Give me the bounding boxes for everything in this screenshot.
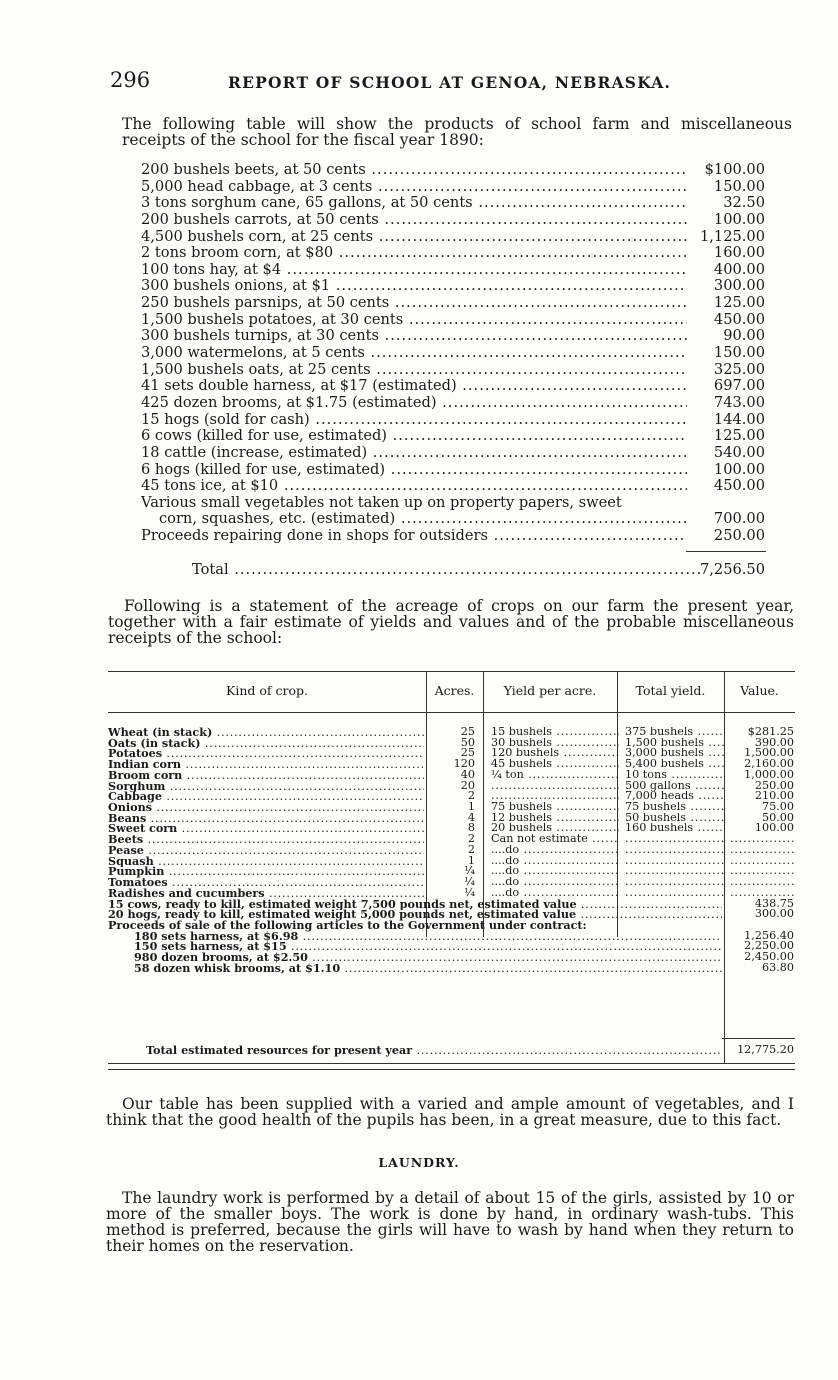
- crop-total-yield: [625, 856, 725, 867]
- crop-name: Potatoes .....: [108, 748, 424, 760]
- crop-row: [108, 866, 795, 877]
- product-various-line2-wrap: [141, 511, 765, 528]
- product-row: [141, 312, 765, 329]
- crop-row: [108, 834, 795, 845]
- crop-yield: 45 bushels .....: [491, 759, 619, 770]
- crop-value: 250.00: [754, 780, 794, 792]
- product-amount: 743.00: [713, 393, 765, 411]
- product-row: [141, 478, 765, 495]
- crop-value: 75.00: [761, 802, 794, 813]
- crop-row: [108, 813, 795, 824]
- crops-table: [108, 671, 795, 1073]
- product-row: [141, 328, 765, 345]
- crop-row: [108, 748, 795, 759]
- crop-total-yield: 10 tons .....: [625, 770, 725, 781]
- proceeds-row: [108, 963, 795, 974]
- crop-acres: 25: [460, 727, 475, 738]
- crop-value: 390.00: [754, 737, 794, 749]
- crop-name: Wheat (in stack) .....: [108, 727, 424, 739]
- table-bottom-rule: [108, 1063, 795, 1064]
- product-label: 6 cows (killed for use, estimated) .....: [141, 428, 687, 444]
- crop-acres: 1: [467, 855, 475, 867]
- crop-value: [730, 866, 794, 877]
- product-row: [141, 278, 765, 295]
- product-amount: 540.00: [713, 443, 765, 461]
- crop-total-yield: 160 bushels .....: [625, 823, 725, 834]
- crop-name: Sorghum .....: [108, 781, 424, 793]
- products-list: [141, 162, 765, 544]
- product-amount: 450.00: [713, 477, 765, 495]
- vegetables-paragraph: [106, 1096, 794, 1128]
- crop-acres: 120: [453, 759, 475, 770]
- header-kind: Kind of crop.: [226, 683, 308, 698]
- product-row: [141, 245, 765, 262]
- vegetables-text: Our table has been supplied with a varied and ample amount of vegetables, and I think that the good health of the pupils has been, in a great measure, due to this fact.: [106, 1095, 794, 1129]
- crop-name: Indian corn .....: [108, 759, 424, 771]
- laundry-heading: LAUNDRY.: [378, 1155, 460, 1170]
- proceeds-row: [108, 941, 795, 952]
- estimate-text: 15 cows, ready to kill, estimated weight 7,500 pounds net, estimated value .....: [108, 899, 722, 911]
- product-label: 250 bushels parsnips, at 50 cents .....: [141, 295, 687, 311]
- crop-value: 100.00: [754, 823, 794, 835]
- product-label: 1,500 bushels potatoes, at 30 cents .....: [141, 312, 687, 328]
- crop-total-yield: 50 bushels .....: [625, 813, 725, 824]
- crop-name: Broom corn .....: [108, 770, 424, 782]
- product-various-amount: 700.00: [713, 510, 765, 528]
- product-label: 3 tons sorghum cane, 65 gallons, at 50 cents .....: [141, 195, 687, 211]
- crop-row: [108, 738, 795, 749]
- acreage-paragraph: [108, 598, 794, 646]
- product-amount: 450.00: [713, 310, 765, 328]
- product-label: 1,500 bushels oats, at 25 cents .....: [141, 362, 687, 378]
- crop-name: Pumpkin .....: [108, 866, 424, 878]
- product-label: 6 hogs (killed for use, estimated) .....: [141, 462, 687, 478]
- proceeds-heading: Proceeds of sale of the following articles to the Government under contract:: [108, 919, 587, 932]
- estimate-value: 438.75: [754, 898, 794, 910]
- product-label: 15 hogs (sold for cash) .....: [141, 412, 687, 428]
- product-amount: 150.00: [713, 177, 765, 195]
- crop-yield: [491, 791, 619, 802]
- products-total-row: [192, 561, 765, 578]
- crop-total-yield: 375 bushels .....: [625, 727, 725, 738]
- page-title: REPORT OF SCHOOL AT GENOA, NEBRASKA.: [228, 73, 672, 92]
- crop-yield: ....do .....: [491, 866, 619, 877]
- crop-row: [108, 802, 795, 813]
- product-row: [141, 262, 765, 279]
- crop-value: 1,500.00: [744, 748, 794, 760]
- product-amount: 32.50: [723, 194, 765, 212]
- product-label: 200 bushels beets, at 50 cents .....: [141, 162, 687, 178]
- intro-paragraph: [122, 116, 792, 148]
- crop-yield: 30 bushels .....: [491, 738, 619, 749]
- proceeds-row: [108, 931, 795, 942]
- product-row: [141, 428, 765, 445]
- product-row: [141, 162, 765, 179]
- proceeds-value: 2,450.00: [744, 952, 794, 963]
- proceeds-value: 1,256.40: [744, 930, 794, 942]
- product-label: 2 tons broom corn, at $80 .....: [141, 245, 687, 261]
- crop-row: [108, 877, 795, 888]
- crop-name: Cabbage .....: [108, 791, 424, 803]
- crop-value: [730, 877, 794, 888]
- crop-value: 2,160.00: [744, 759, 794, 770]
- crop-acres: ¼: [464, 866, 475, 878]
- crop-row: [108, 791, 795, 802]
- header-yield: Yield per acre.: [503, 683, 597, 698]
- crop-row: [108, 845, 795, 856]
- product-row: [141, 295, 765, 312]
- header-total: Total yield.: [635, 683, 706, 698]
- product-row: [141, 345, 765, 362]
- crops-total-row: [108, 1045, 795, 1056]
- crop-acres: 1: [467, 802, 475, 813]
- crop-row: [108, 727, 795, 738]
- crop-row: [108, 888, 795, 899]
- crop-yield: 12 bushels .....: [491, 813, 619, 824]
- product-label: 45 tons ice, at $10 .....: [141, 478, 687, 494]
- page-number: 296: [110, 68, 151, 92]
- crop-yield: ....do .....: [491, 856, 619, 867]
- crop-yield: 75 bushels .....: [491, 802, 619, 813]
- product-amount: 400.00: [713, 260, 765, 278]
- proceeds-text: 980 dozen brooms, at $2.50 .....: [134, 952, 722, 964]
- crop-name: Tomatoes .....: [108, 877, 424, 889]
- estimate-value: 300.00: [754, 909, 794, 920]
- crop-value: 1,000.00: [744, 769, 794, 781]
- crop-total-yield: [625, 877, 725, 888]
- crop-acres: 50: [460, 737, 475, 749]
- product-label: 100 tons hay, at $4 .....: [141, 262, 687, 278]
- value-sum-rule: [722, 1038, 795, 1039]
- header-value: Value.: [740, 683, 779, 698]
- crop-acres: 2: [467, 834, 475, 845]
- crop-name: Beets .....: [108, 834, 424, 846]
- product-amount: 300.00: [713, 277, 765, 295]
- header-acres: Acres.: [434, 683, 475, 698]
- crop-yield: ....do .....: [491, 877, 619, 888]
- crop-total-yield: 500 gallons .....: [625, 781, 725, 792]
- product-label: 425 dozen brooms, at $1.75 (estimated) .....: [141, 395, 687, 411]
- crop-acres: 2: [467, 844, 475, 856]
- laundry-text: The laundry work is performed by a detail of about 15 of the girls, assisted by 10 or more of the smaller boys. The work is done by hand, in ordinary wash-tubs. This method is preferred, because the girls will have to wash by hand when they return to their homes on the reservation.: [106, 1189, 794, 1255]
- proceeds-heading-row: [108, 920, 795, 931]
- crop-yield: 20 bushels .....: [491, 823, 619, 834]
- crop-row: [108, 770, 795, 781]
- table-top-rule: [108, 671, 795, 672]
- product-label: 4,500 bushels corn, at 25 cents .....: [141, 229, 687, 245]
- proceeds-text: 180 sets harness, at $6.98 .....: [134, 931, 722, 943]
- laundry-paragraph: [106, 1190, 794, 1254]
- crop-total-yield: [625, 845, 725, 856]
- crop-yield: ¼ ton .....: [491, 770, 619, 781]
- crop-yield: ....do .....: [491, 888, 619, 899]
- proceeds-value: 2,250.00: [744, 941, 794, 953]
- crop-yield: 120 bushels .....: [491, 748, 619, 759]
- product-row: [141, 212, 765, 229]
- crop-value: 210.00: [754, 791, 794, 803]
- crop-total-yield: 75 bushels .....: [625, 802, 725, 813]
- product-amount: 150.00: [713, 344, 765, 362]
- product-row-last: [141, 528, 765, 545]
- product-amount: 325.00: [713, 360, 765, 378]
- crop-value: [730, 888, 794, 899]
- crop-acres: 40: [460, 769, 475, 781]
- header-rule-cols: [426, 712, 795, 713]
- crop-name: Onions .....: [108, 802, 424, 814]
- crop-name: Beans .....: [108, 813, 424, 825]
- crop-acres: 8: [467, 823, 475, 835]
- crop-name: Pease .....: [108, 845, 424, 857]
- crop-yield: ....do .....: [491, 845, 619, 856]
- proceeds-text: 58 dozen whisk brooms, at $1.10 .....: [134, 963, 722, 975]
- product-amount: 100.00: [713, 210, 765, 228]
- product-label: 300 bushels turnips, at 30 cents .....: [141, 328, 687, 344]
- crop-value: [730, 845, 794, 856]
- product-label: 300 bushels onions, at $1 .....: [141, 278, 687, 294]
- crop-acres: ¼: [464, 887, 475, 899]
- product-row: [141, 378, 765, 395]
- crop-row: [108, 759, 795, 770]
- product-various-line2: corn, squashes, etc. (estimated) .....: [159, 511, 687, 527]
- product-row: [141, 462, 765, 479]
- proceeds-value: 63.80: [761, 962, 794, 974]
- crop-name: Squash .....: [108, 856, 424, 868]
- crop-yield: [491, 781, 619, 792]
- product-row: [141, 395, 765, 412]
- product-last-amount: 250.00: [713, 526, 765, 544]
- products-total-label: Total .....: [192, 561, 700, 578]
- product-label: 41 sets double harness, at $17 (estimated) .....: [141, 378, 687, 394]
- proceeds-text: 150 sets harness, at $15 .....: [134, 941, 722, 953]
- product-amount: 100.00: [713, 460, 765, 478]
- product-label: 18 cattle (increase, estimated) .....: [141, 445, 687, 461]
- crop-name: Sweet corn .....: [108, 823, 424, 835]
- table-bottom-rule-2: [108, 1069, 795, 1070]
- estimate-text: 20 hogs, ready to kill, estimated weight 5,000 pounds net, estimated value .....: [108, 909, 722, 921]
- crop-total-yield: [625, 888, 725, 899]
- crop-value: [730, 856, 794, 867]
- crop-acres: ¼: [464, 877, 475, 888]
- total-rule: [686, 551, 766, 552]
- crop-value: 50.00: [761, 812, 794, 824]
- product-row: [141, 445, 765, 462]
- product-row: [141, 362, 765, 379]
- crop-value: $281.25: [747, 727, 794, 738]
- product-amount: 125.00: [713, 427, 765, 445]
- estimate-row: [108, 909, 795, 920]
- crops-total-text: Total estimated resources for present year .....: [146, 1045, 722, 1057]
- header-rule-kind: [108, 712, 426, 713]
- crop-row: [108, 823, 795, 834]
- estimate-row: [108, 899, 795, 910]
- crop-yield: Can not estimate .....: [491, 834, 619, 845]
- products-total-amount: 7,256.50: [700, 561, 765, 578]
- product-row: [141, 412, 765, 429]
- intro-text: The following table will show the products of school farm and miscellaneous receipts of the school for the fiscal year 1890:: [122, 115, 792, 149]
- crops-total-value: 12,775.20: [737, 1045, 794, 1056]
- product-amount: 1,125.00: [700, 227, 765, 245]
- product-amount: 125.00: [713, 294, 765, 312]
- crop-name: Radishes and cucumbers .....: [108, 888, 424, 900]
- crop-total-yield: 3,000 bushels .....: [625, 748, 725, 759]
- product-various-line1: Various small vegetables not taken up on property papers, sweet: [141, 494, 622, 511]
- crop-acres: 25: [460, 748, 475, 760]
- product-row-various: [141, 495, 765, 528]
- crop-total-yield: 1,500 bushels .....: [625, 738, 725, 749]
- product-amount: 90.00: [723, 327, 765, 345]
- page-header: [110, 68, 790, 98]
- crop-total-yield: [625, 834, 725, 845]
- crop-acres: 4: [467, 812, 475, 824]
- crop-acres: 20: [460, 780, 475, 792]
- product-amount: 160.00: [713, 244, 765, 262]
- product-amount: 144.00: [713, 410, 765, 428]
- crop-total-yield: [625, 866, 725, 877]
- crop-row: [108, 781, 795, 792]
- crop-name: Oats (in stack) .....: [108, 738, 424, 750]
- crop-value: [730, 834, 794, 845]
- product-amount: 697.00: [713, 377, 765, 395]
- product-amount: $100.00: [704, 161, 765, 178]
- crop-total-yield: 5,400 bushels .....: [625, 759, 725, 770]
- product-row: [141, 229, 765, 246]
- acreage-text: Following is a statement of the acreage of crops on our farm the present year, together with a fair estimate of yields and values and of the probable miscellaneous receipts of the school:: [108, 597, 794, 647]
- product-label: 5,000 head cabbage, at 3 cents .....: [141, 179, 687, 195]
- product-last-label: Proceeds repairing done in shops for outsiders .....: [141, 528, 687, 544]
- product-row: [141, 179, 765, 196]
- proceeds-row: [108, 952, 795, 963]
- crop-yield: 15 bushels .....: [491, 727, 619, 738]
- product-label: 200 bushels carrots, at 50 cents .....: [141, 212, 687, 228]
- product-row: [141, 195, 765, 212]
- crop-total-yield: 7,000 heads .....: [625, 791, 725, 802]
- crop-acres: 2: [467, 791, 475, 803]
- crop-row: [108, 856, 795, 867]
- product-label: 3,000 watermelons, at 5 cents .....: [141, 345, 687, 361]
